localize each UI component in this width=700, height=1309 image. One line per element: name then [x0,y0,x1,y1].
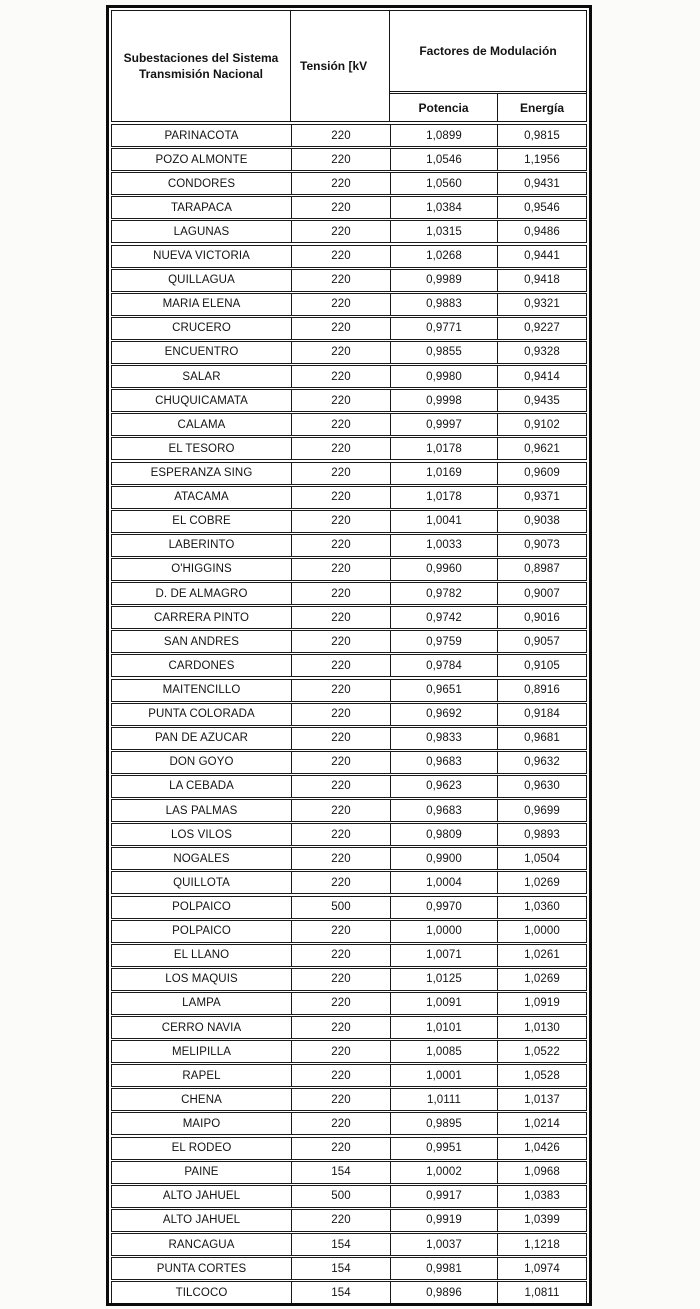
tension-value: 220 [291,342,390,363]
table-row [111,534,587,557]
table-row [111,992,587,1015]
energia-value: 0,9431 [497,173,586,194]
energia-value: 0,9105 [497,655,586,676]
energia-value: 1,0214 [497,1113,586,1134]
potencia-value: 1,0001 [390,1065,497,1086]
energia-value: 0,9699 [497,800,586,821]
header-factores: Factores de Modulación [390,11,586,92]
tension-value: 220 [291,149,390,170]
tension-value: 154 [291,1234,390,1255]
energia-value: 1,0383 [497,1186,586,1207]
energia-value: 0,9486 [497,221,586,242]
tension-value: 154 [291,1162,390,1183]
potencia-value: 1,0315 [390,221,497,242]
energia-value: 0,8916 [497,680,586,701]
tension-value: 220 [291,197,390,218]
energia-value: 0,9621 [497,438,586,459]
substation-name: EL LLANO [173,949,230,962]
tension-value: 220 [291,1113,390,1134]
substation-name: NOGALES [173,852,230,865]
substation-name: SAN ANDRES [163,635,240,648]
potencia-value: 0,9771 [390,318,497,339]
substation-name: LAGUNAS [173,225,230,238]
potencia-value: 0,9683 [390,752,497,773]
tension-value: 220 [291,945,390,966]
substation-name: LOS MAQUIS [165,973,238,986]
substation-name: EL RODEO [171,1142,232,1155]
energia-value: 0,8987 [497,559,586,580]
tension-value: 220 [291,583,390,604]
substation-name: MAIPO [182,1117,221,1130]
substation-name: POLPAICO [172,901,231,913]
substation-name: CONDORES [167,177,236,190]
tension-value: 220 [291,1041,390,1062]
energia-value: 0,9038 [497,511,586,532]
potencia-value: 0,9855 [390,342,497,363]
tension-value: 220 [291,655,390,676]
energia-value: 1,0399 [497,1210,586,1231]
tension-value: 220 [291,848,390,869]
energia-value: 1,0528 [497,1065,586,1086]
energia-value: 1,1218 [497,1234,586,1255]
table-row [111,245,587,268]
tension-value: 220 [291,728,390,749]
substation-name: PAINE [184,1166,219,1179]
table-row [111,944,587,967]
potencia-value: 1,0000 [390,921,497,942]
energia-value: 0,9073 [497,535,586,556]
table-row [111,317,587,340]
energia-value: 1,0504 [497,848,586,869]
energia-value: 1,0811 [497,1282,586,1303]
tension-value: 220 [291,993,390,1014]
energia-value: 0,9321 [497,294,586,315]
tension-value: 220 [291,872,390,893]
tension-value: 220 [291,1089,390,1110]
substation-name: NUEVA VICTORIA [153,250,250,263]
tension-value: 220 [291,680,390,701]
energia-value: 0,9371 [497,487,586,508]
potencia-value: 1,0033 [390,535,497,556]
potencia-value: 1,0091 [390,993,497,1014]
tension-value: 220 [291,221,390,242]
substation-name: ESPERANZA SING [150,467,253,480]
energia-value: 1,0269 [497,969,586,990]
table-row [111,486,587,509]
table-row [111,679,587,702]
tension-value: 220 [291,607,390,628]
potencia-value: 0,9833 [390,728,497,749]
tension-value: 220 [291,294,390,315]
potencia-value: 1,0111 [390,1089,497,1110]
potencia-value: 1,0071 [390,945,497,966]
energia-value: 1,0000 [497,921,586,942]
energia-value: 0,9546 [497,197,586,218]
tension-value: 220 [291,1017,390,1038]
potencia-value: 0,9960 [390,559,497,580]
potencia-value: 0,9896 [390,1282,497,1303]
table-row [111,341,587,364]
substation-name: CHUQUICAMATA [155,394,248,407]
tension-value: 154 [291,1258,390,1279]
tension-value: 220 [291,776,390,797]
substation-name: EL COBRE [172,515,231,528]
table-row [111,751,587,774]
tension-value: 220 [291,366,390,387]
energia-value: 0,9184 [497,704,586,725]
substation-name: POLPAICO [172,925,231,938]
header-factores-group [390,11,586,121]
substation-name: PUNTA COLORADA [148,708,255,721]
potencia-value: 1,0546 [390,149,497,170]
substation-name: TARAPACA [170,201,233,214]
substation-name: ATACAMA [174,491,229,504]
energia-value: 0,9007 [497,583,586,604]
substation-name: MELIPILLA [171,1045,232,1058]
energia-value: 0,9632 [497,752,586,773]
potencia-value: 0,9919 [390,1210,497,1231]
table-row [111,1112,587,1135]
substation-name: ENCUENTRO [164,346,239,359]
energia-value: 1,0269 [497,872,586,893]
tension-value: 220 [291,173,390,194]
potencia-value: 0,9900 [390,848,497,869]
potencia-value: 1,0037 [390,1234,497,1255]
potencia-value: 0,9742 [390,607,497,628]
table-row [111,220,587,243]
table-body [111,124,587,1304]
potencia-value: 0,9980 [390,366,497,387]
table-row [111,196,587,219]
tension-value: 220 [291,511,390,532]
table-row [111,1209,587,1232]
table-row [111,172,587,195]
substation-name: PAN DE AZUCAR [154,732,249,745]
substation-name: CARRERA PINTO [153,611,250,624]
table-row [111,920,587,943]
tension-value: 220 [291,921,390,942]
substation-name: MARIA ELENA [162,298,241,311]
potencia-value: 1,0384 [390,197,497,218]
energia-value: 0,9102 [497,414,586,435]
substation-name: MAITENCILLO [162,684,241,697]
potencia-value: 0,9809 [390,824,497,845]
energia-value: 0,9609 [497,463,586,484]
potencia-value: 1,0178 [390,438,497,459]
table-row [111,582,587,605]
potencia-value: 1,0101 [390,1017,497,1038]
potencia-value: 0,9759 [390,631,497,652]
table-row [111,269,587,292]
energia-value: 0,9418 [497,270,586,291]
substation-name: PUNTA CORTES [156,1262,247,1275]
potencia-value: 0,9883 [390,294,497,315]
substation-name: LABERINTO [168,539,235,552]
table-row [111,654,587,677]
energia-value: 1,0261 [497,945,586,966]
energia-value: 0,9435 [497,390,586,411]
table-row [111,1161,587,1184]
energia-value: 0,9815 [497,125,586,146]
tension-value: 220 [291,535,390,556]
tension-value: 500 [291,1186,390,1207]
energia-value: 1,0919 [497,993,586,1014]
substation-name: POZO ALMONTE [155,153,248,166]
potencia-value: 1,0169 [390,463,497,484]
table-row [111,968,587,991]
potencia-value: 0,9784 [390,655,497,676]
substation-name: ALTO JAHUEL [162,1214,241,1227]
substation-name: CERRO NAVIA [161,1021,242,1034]
tension-value: 220 [291,463,390,484]
energia-value: 0,9328 [497,342,586,363]
substation-name: QUILLOTA [173,876,230,889]
substation-name: DON GOYO [169,756,234,769]
energia-value: 0,9414 [497,366,586,387]
table-row [111,606,587,629]
table-row [111,365,587,388]
substation-name: TILCOCO [175,1286,228,1299]
substation-name: QUILLAGUA [168,274,235,287]
table-row [111,293,587,316]
energia-value: 1,0974 [497,1258,586,1279]
potencia-value: 1,0041 [390,511,497,532]
energia-value: 0,9893 [497,824,586,845]
potencia-value: 0,9782 [390,583,497,604]
tension-value: 220 [291,1210,390,1231]
tension-value: 220 [291,270,390,291]
substation-name: LAS PALMAS [165,804,238,817]
table-row [111,630,587,653]
substation-name: RAPEL [182,1069,221,1082]
table-row [111,124,587,147]
substation-name: LA CEBADA [169,780,234,793]
substation-name: LAMPA [182,997,221,1010]
potencia-value: 0,9997 [390,414,497,435]
energia-value: 0,9057 [497,631,586,652]
potencia-value: 1,0268 [390,246,497,267]
potencia-value: 0,9989 [390,270,497,291]
table-row [111,558,587,581]
tension-value: 220 [291,125,390,146]
substation-name: EL TESORO [168,442,235,455]
energia-value: 1,0522 [497,1041,586,1062]
table-row [111,437,587,460]
header-substations: Subestaciones del Sistema Transmisión Nacional [112,11,291,121]
substation-name: CALAMA [177,418,226,431]
tension-value: 220 [291,246,390,267]
table-row [111,413,587,436]
table-row [111,1088,587,1111]
potencia-value: 1,0002 [390,1162,497,1183]
table-row [111,389,587,412]
header-subrow [390,93,586,121]
substation-name: CHENA [181,1093,222,1106]
tension-value: 220 [291,704,390,725]
tension-value: 220 [291,559,390,580]
table-row [111,823,587,846]
table-row [111,703,587,726]
table-row [111,1281,587,1304]
energia-value: 0,9016 [497,607,586,628]
table-row [111,1016,587,1039]
potencia-value: 0,9692 [390,704,497,725]
potencia-value: 1,0899 [390,125,497,146]
table-row [111,510,587,533]
potencia-value: 1,0085 [390,1041,497,1062]
tension-value: 220 [291,1065,390,1086]
potencia-value: 0,9623 [390,776,497,797]
tension-value: 220 [291,800,390,821]
table-row [111,1137,587,1160]
tension-value: 500 [291,897,390,918]
substation-name: D. DE ALMAGRO [155,587,248,600]
table-row [111,148,587,171]
potencia-value: 0,9683 [390,800,497,821]
tension-value: 154 [291,1282,390,1303]
tension-value: 220 [291,752,390,773]
energia-value: 0,9441 [497,246,586,267]
potencia-value: 0,9651 [390,680,497,701]
energia-value: 0,9630 [497,776,586,797]
energia-value: 1,0360 [497,897,586,918]
potencia-value: 1,0125 [390,969,497,990]
tension-value: 220 [291,318,390,339]
potencia-value: 0,9981 [390,1258,497,1279]
tension-value: 220 [291,487,390,508]
header-energia: Energía [497,94,586,121]
table-row [111,1064,587,1087]
table-row [111,1233,587,1256]
energia-value: 1,0968 [497,1162,586,1183]
table-row [111,871,587,894]
modulation-factors-table [106,5,592,1306]
substation-name: O'HIGGINS [171,563,232,576]
table-row [111,727,587,750]
substation-name: RANCAGUA [168,1238,235,1251]
table-row [111,462,587,485]
energia-value: 1,0137 [497,1089,586,1110]
substation-name: SALAR [182,370,221,383]
energia-value: 0,9227 [497,318,586,339]
potencia-value: 0,9917 [390,1186,497,1207]
table-row [111,1257,587,1280]
tension-value: 220 [291,390,390,411]
energia-value: 1,0426 [497,1138,586,1159]
tension-value: 220 [291,1138,390,1159]
potencia-value: 1,0004 [390,872,497,893]
potencia-value: 1,0560 [390,173,497,194]
table-row [111,799,587,822]
tension-value: 220 [291,969,390,990]
header-potencia: Potencia [418,100,469,115]
tension-value: 220 [291,414,390,435]
substation-name: CARDONES [168,659,235,672]
energia-value: 1,0130 [497,1017,586,1038]
substation-name: PARINACOTA [164,129,239,142]
substation-name: ALTO JAHUEL [162,1190,241,1203]
header-tension: Tensión [kV [291,11,390,121]
potencia-value: 0,9998 [390,390,497,411]
table-row [111,847,587,870]
table-row [111,775,587,798]
table-row [111,1040,587,1063]
energia-value: 1,1956 [497,149,586,170]
tension-value: 220 [291,438,390,459]
tension-value: 220 [291,824,390,845]
potencia-value: 0,9895 [390,1113,497,1134]
potencia-value: 0,9951 [390,1138,497,1159]
table-row [111,1185,587,1208]
tension-value: 220 [291,631,390,652]
potencia-value: 0,9970 [390,897,497,918]
substation-name: LOS VILOS [171,828,232,841]
substation-name: CRUCERO [172,322,231,335]
table-header [111,10,587,122]
energia-value: 0,9681 [497,728,586,749]
table-row [111,896,587,919]
potencia-value: 1,0178 [390,487,497,508]
